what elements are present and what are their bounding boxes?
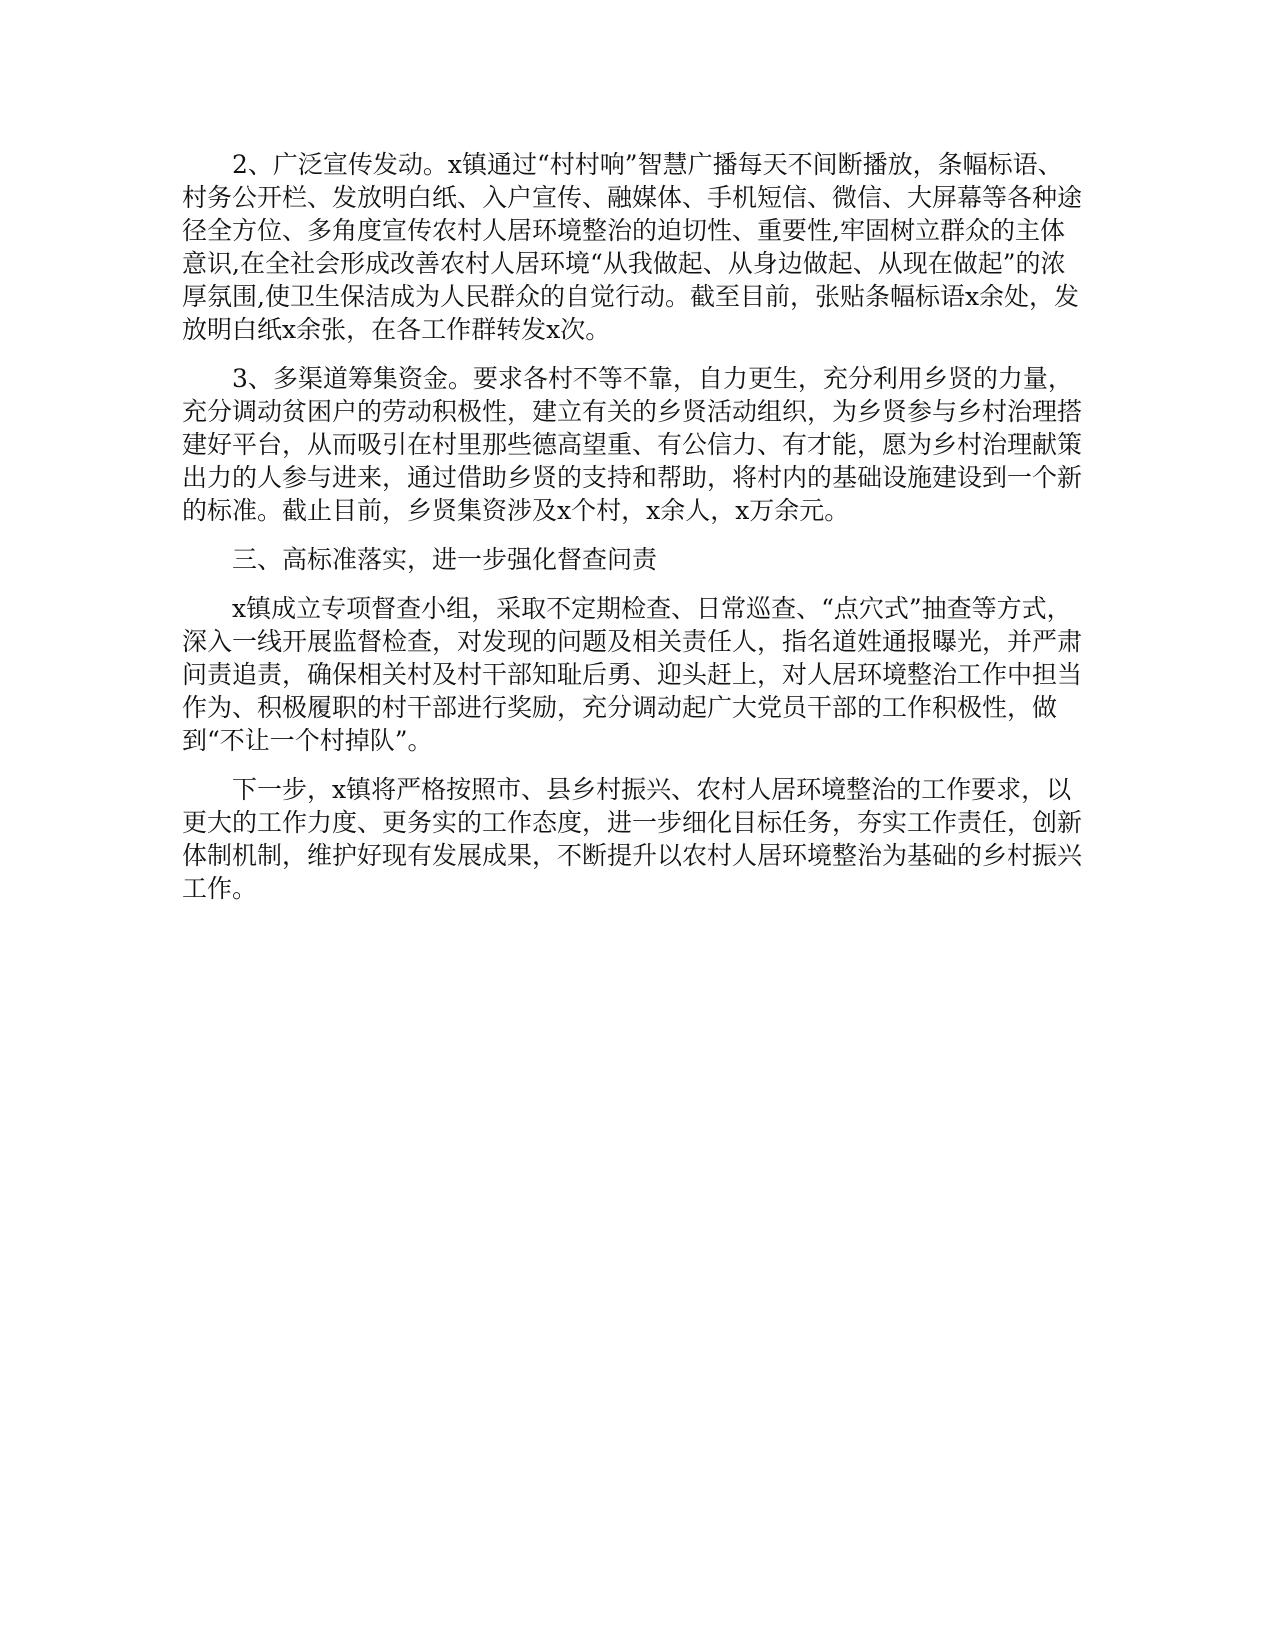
paragraph-publicity: 2、广泛宣传发动。x镇通过“村村响”智慧广播每天不间断播放，条幅标语、村务公开栏、发放明白纸、入户宣传、融媒体、手机短信、微信、大屏幕等各种途径全方位、多角度宣传农村人居环境整治的迫切性、重要性,牢固树立群众的主体意识,在全社会形成改善农村人居环境“从我做起、从身边做起、从现在做起”的浓厚氛围,使卫生保洁成为人民群众的自觉行动。截至目前，张贴条幅标语x余处，发放明白纸x余张，在各工作群转发x次。 — [182, 150, 1083, 344]
document-body — [182, 148, 1082, 921]
paragraph-funding: 3、多渠道筹集资金。要求各村不等不靠，自力更生，充分利用乡贤的力量，充分调动贫困户的劳动积极性，建立有关的乡贤活动组织，为乡贤参与乡村治理搭建好平台，从而吸引在村里那些德高望重、有公信力、有才能，愿为乡村治理献策出力的人参与进来，通过借助乡贤的支持和帮助，将村内的基础设施建设到一个新的标准。截止目前，乡贤集资涉及x个村，x余人，x万余元。 — [182, 364, 1083, 525]
section-heading-supervision: 三、高标准落实，进一步强化督查问责 — [232, 545, 658, 574]
paragraph-next-steps: 下一步，x镇将严格按照市、县乡村振兴、农村人居环境整治的工作要求，以更大的工作力度、更务实的工作态度，进一步细化目标任务，夯实工作责任，创新体制机制，维护好现有发展成果，不断提升以农村人居环境整治为基础的乡村振兴工作。 — [182, 775, 1083, 903]
paragraph-supervision: x镇成立专项督查小组，采取不定期检查、日常巡查、“点穴式”抽查等方式，深入一线开展监督检查，对发现的问题及相关责任人，指名道姓通报曝光，并严肃问责追责，确保相关村及村干部知耻后勇、迎头赶上，对人居环境整治工作中担当作为、积极履职的村干部进行奖励，充分调动起广大党员干部的工作积极性，做到“不让一个村掉队”。 — [182, 594, 1083, 755]
